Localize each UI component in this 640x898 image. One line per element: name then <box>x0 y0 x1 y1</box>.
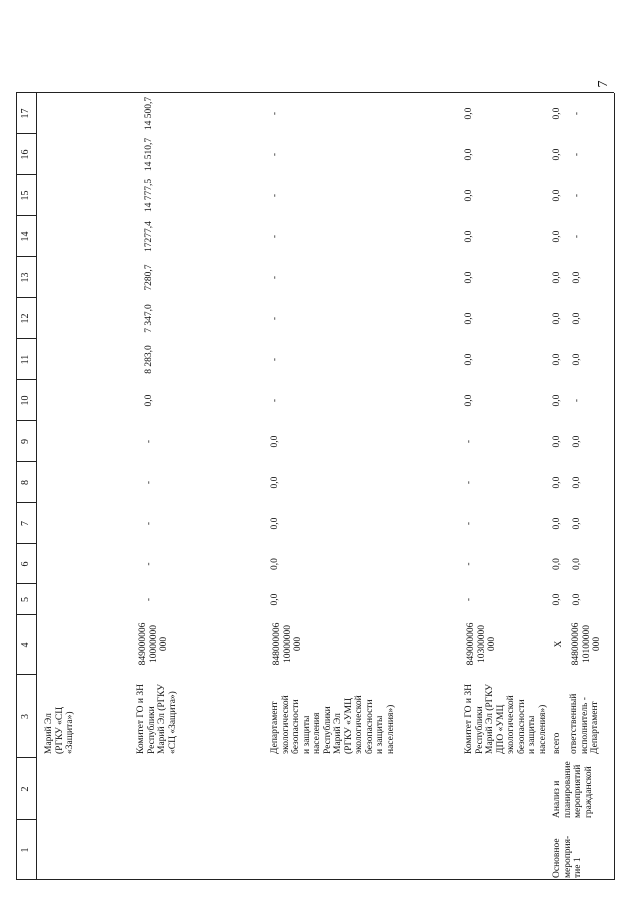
row-col1: Основное мероприя- тие 1 <box>552 835 583 878</box>
row-col4: 848000006 10100000 000 <box>571 622 602 666</box>
row-value: 0,0 <box>552 593 562 606</box>
column-header: 16 <box>20 149 31 160</box>
column-divider <box>16 879 614 880</box>
row-value: 14 500,7 <box>144 96 154 131</box>
row-value: 0,0 <box>464 394 474 407</box>
budget-table <box>16 35 614 880</box>
row-value: 0,0 <box>552 312 562 325</box>
row-value: 0,0 <box>270 558 280 570</box>
column-header: 1 <box>20 847 31 853</box>
row-value: 7 347,0 <box>144 304 154 333</box>
row-value: 0,0 <box>572 435 582 448</box>
row-value: 0,0 <box>464 353 474 366</box>
row-value: - <box>270 152 280 157</box>
row-value: 0,0 <box>552 435 562 448</box>
row-value: 0,0 <box>552 558 562 570</box>
row-value: 0,0 <box>464 107 474 120</box>
column-header: 5 <box>20 597 31 602</box>
row-value: 0,0 <box>552 148 562 161</box>
column-header: 14 <box>20 231 31 242</box>
row-value: 0,0 <box>270 517 280 530</box>
row-value: 14 510,7 <box>144 137 154 172</box>
row-value: - <box>572 193 582 198</box>
page-number: 7 <box>596 80 611 88</box>
row-value: - <box>270 316 280 321</box>
column-divider <box>16 92 614 93</box>
row-value: 0,0 <box>552 353 562 366</box>
row-value: 0,0 <box>552 230 562 243</box>
column-header: 6 <box>20 561 31 567</box>
row-col3: ответственный исполнитель - Департамент <box>569 693 600 754</box>
row-value: - <box>464 439 474 444</box>
row-value: 0,0 <box>270 476 280 489</box>
row-value: 17277,4 <box>144 221 154 252</box>
row-value: 0,0 <box>552 517 562 530</box>
row-value: 0,0 <box>572 558 582 570</box>
row-col4: 848000006 10000000 000 <box>272 622 303 666</box>
row-value: 7280,7 <box>144 264 154 291</box>
row-value: 0,0 <box>464 148 474 161</box>
row-value: - <box>464 521 474 526</box>
row-value: 0,0 <box>552 107 562 120</box>
row-value: - <box>572 111 582 116</box>
column-header: 7 <box>20 521 31 526</box>
row-value: 0,0 <box>572 476 582 489</box>
row-value: 0,0 <box>464 189 474 202</box>
row-col3: Комитет ГО и ЗН Республики Марий Эл (РГКУ ДПО «УМЦ экологической безопасности и защиты населения») <box>464 683 548 754</box>
row-value: - <box>270 193 280 198</box>
row-value: 8 283,0 <box>144 345 154 374</box>
column-header: 12 <box>20 313 31 324</box>
row-value: 14 777,5 <box>144 178 154 213</box>
row-value: 0,0 <box>270 593 280 606</box>
column-divider <box>16 674 36 675</box>
column-header: 17 <box>20 108 31 119</box>
row-col3: Марий Эл (РГКУ «СЦ «Защита») <box>44 706 75 754</box>
row-value: - <box>270 234 280 239</box>
row-value: - <box>144 480 154 485</box>
row-value: - <box>572 152 582 157</box>
row-col2: Анализ и планирование мероприятий гражданской <box>552 761 594 818</box>
row-col3: всего <box>552 732 562 754</box>
row-value: 0,0 <box>572 271 582 284</box>
column-header: 15 <box>20 190 31 201</box>
row-value: - <box>144 439 154 444</box>
column-header: 3 <box>20 714 31 719</box>
row-value: - <box>572 398 582 403</box>
row-value: 0,0 <box>270 435 280 448</box>
row-value: 0,0 <box>572 353 582 366</box>
row-value: - <box>464 597 474 602</box>
row-value: - <box>464 562 474 566</box>
column-divider <box>16 819 36 820</box>
column-header: 10 <box>20 395 31 406</box>
row-value: - <box>144 521 154 526</box>
row-value: 0,0 <box>572 312 582 325</box>
column-header: 11 <box>20 354 31 365</box>
row-value: - <box>270 111 280 116</box>
row-value: - <box>464 480 474 485</box>
column-header: 9 <box>20 439 31 444</box>
row-col4: Х <box>554 640 564 648</box>
row-value: - <box>270 357 280 362</box>
table-bottom-line <box>614 93 615 880</box>
row-value: 0,0 <box>552 271 562 284</box>
row-value: 0,0 <box>572 517 582 530</box>
row-value: 0,0 <box>464 271 474 284</box>
column-header: 4 <box>20 642 31 648</box>
row-col4: 849000006 10000000 000 <box>138 622 169 666</box>
row-col3: Комитет ГО и ЗН Республики Марий Эл (РГКУ «СЦ «Защита») <box>136 683 178 754</box>
row-value: - <box>572 234 582 239</box>
header-top-line <box>16 93 17 880</box>
header-bottom-line <box>36 93 37 880</box>
row-col4: 849000006 10300000 000 <box>466 622 497 666</box>
column-header: 8 <box>20 480 31 485</box>
row-value: - <box>144 597 154 602</box>
column-header: 2 <box>20 786 31 792</box>
row-value: 0,0 <box>552 189 562 202</box>
column-header: 13 <box>20 272 31 283</box>
row-value: - <box>270 275 280 280</box>
row-value: - <box>270 398 280 403</box>
row-value: 0,0 <box>464 312 474 325</box>
row-value: 0,0 <box>552 394 562 407</box>
row-value: 0,0 <box>572 593 582 606</box>
row-col3: Департамент экологической безопасности и защиты населения Республики Марий Эл (РГКУ «УМЦ экологической безопасности и защиты населения») <box>270 695 396 754</box>
row-value: 0,0 <box>552 476 562 489</box>
column-divider <box>16 757 36 758</box>
row-value: 0,0 <box>144 394 154 407</box>
row-value: - <box>144 562 154 566</box>
row-value: 0,0 <box>464 230 474 243</box>
